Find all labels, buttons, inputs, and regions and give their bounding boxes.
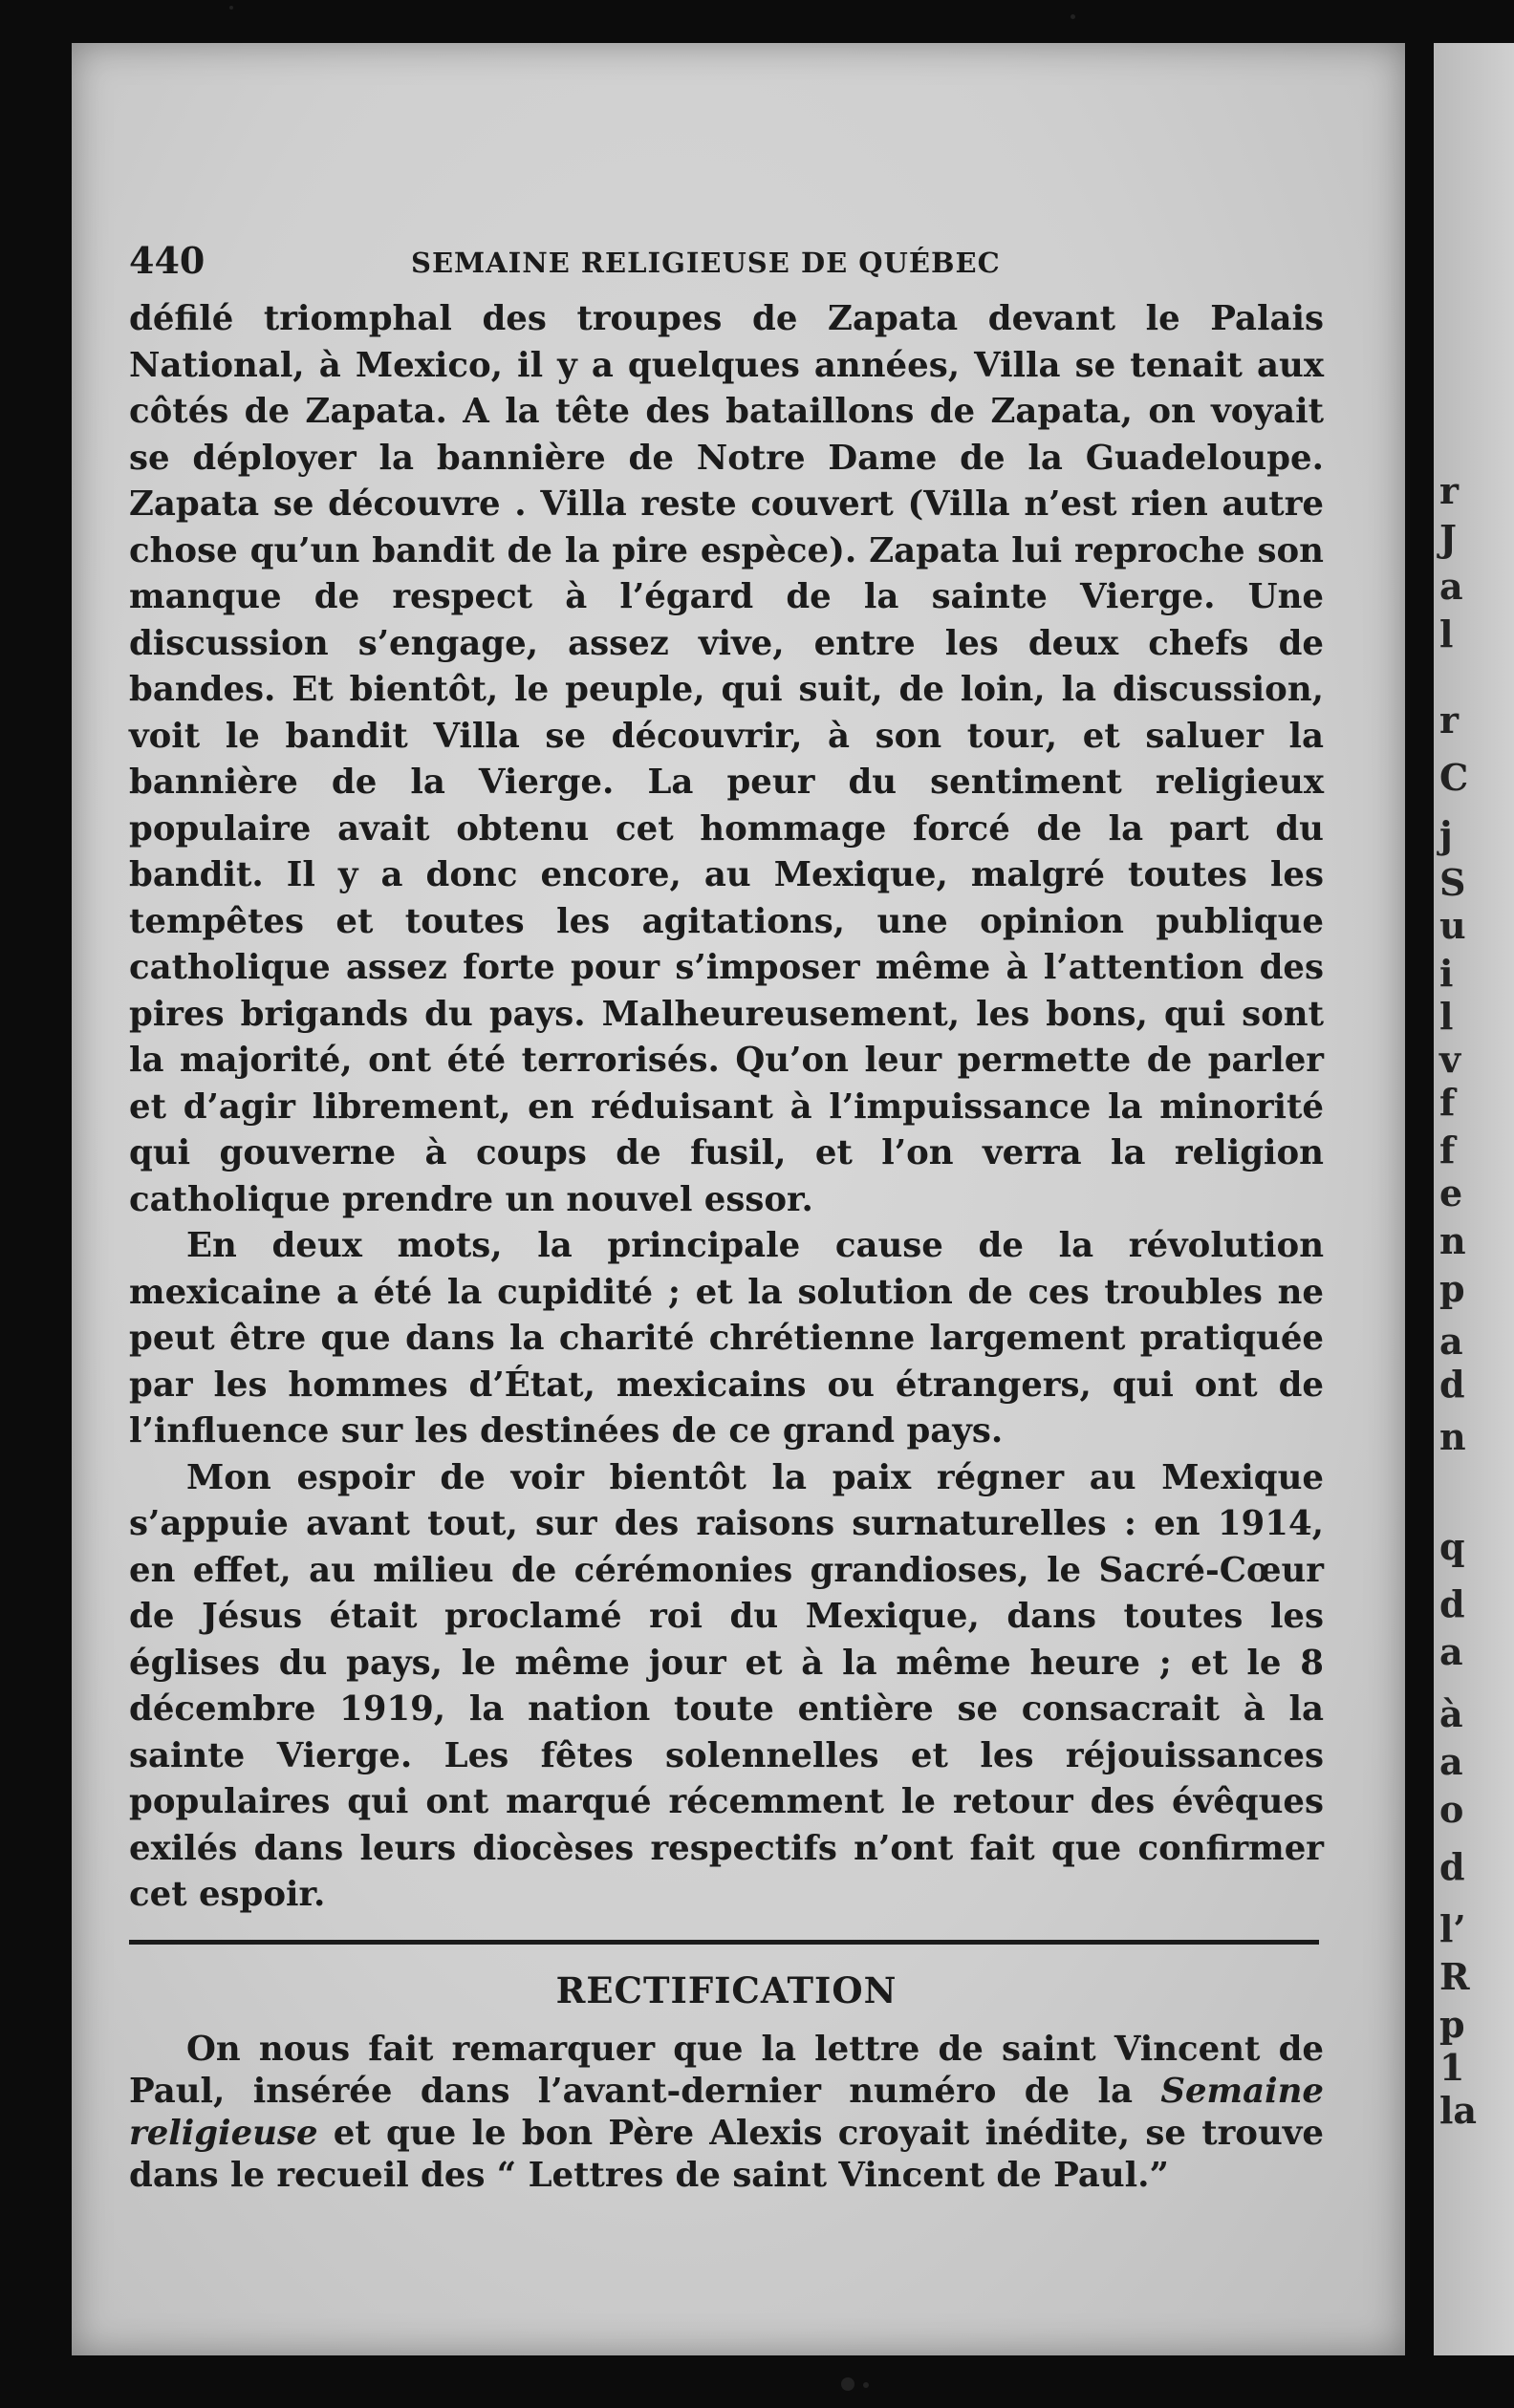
rectification-text-start: On nous fait remarquer que la lettre de saint Vincent de Paul, insérée dans l’avant-dernier numéro de la — [129, 2029, 1324, 2111]
page-content — [129, 239, 1324, 2197]
facing-page-fragment: r — [1439, 699, 1460, 742]
page-number: 440 — [129, 239, 205, 282]
running-title: SEMAINE RELIGIEUSE DE QUÉBEC — [411, 247, 1001, 279]
publication-title: Semaine religieuse — [129, 2071, 1324, 2153]
facing-page-fragment: n — [1439, 1219, 1466, 1262]
rectification-heading: RECTIFICATION — [555, 1968, 898, 2011]
facing-page-fragment: l — [1439, 613, 1454, 656]
facing-page-fragment: l — [1439, 995, 1454, 1038]
rectification-text-end: et que le bon Père Alexis croyait inédite, se trouve dans le recueil des “ Lettres de saint Vincent de Paul.” — [129, 2113, 1324, 2195]
facing-page-fragment: J — [1439, 517, 1457, 560]
facing-page-fragment: S — [1439, 861, 1466, 904]
facing-page-fragment: d — [1439, 1363, 1465, 1406]
scan-speck — [841, 2377, 854, 2391]
facing-page-edge — [1434, 43, 1514, 2355]
facing-page-fragment: i — [1439, 952, 1454, 995]
rectification-paragraph — [129, 2029, 1324, 2197]
facing-page-fragment: à — [1439, 1692, 1463, 1735]
facing-page-fragment: e — [1439, 1172, 1463, 1215]
running-head — [129, 239, 1324, 296]
facing-page-fragment: d — [1439, 1582, 1465, 1625]
body-paragraph-1: défilé triomphal des troupes de Zapata devant le Palais National, à Mexico, il y a quelques années, Villa se tenait aux côtés de Zapata. A la tête des bataillons de Zapata, on voyait se déployer la bannière de Notre Dame de la Guadeloupe. Zapata se découvre . Villa reste couvert (Villa n’est rien autre chose qu’un bandit de la pire espèce). Zapata lui reproche son manque de respect à l’égard de la sainte Vierge. Une discussion s’engage, assez vive, entre les deux chefs de bandes. Et bientôt, le peuple, qui suit, de loin, la discussion, voit le bandit Villa se découvrir, à son tour, et saluer la bannière de la Vierge. La peur du sentiment religieux populaire avait obtenu cet hommage forcé de la part du bandit. Il y a donc encore, au Mexique, malgré toutes les tempêtes et toutes les agitations, une opinion publique catholique assez forte pour s’imposer même à l’attention des pires brigands du pays. Malheureusement, les bons, qui sont la majorité, ont été terrorisés. Qu’on leur permette de parler et d’agir librement, en réduisant à l’impuissance la minorité qui gouverne à coups de fusil, et l’on verra la religion catholique prendre un nouvel essor. — [129, 299, 1324, 1219]
facing-page-fragment: p — [1439, 1267, 1465, 1310]
scan-speck — [863, 2382, 869, 2388]
facing-page-fragment: u — [1439, 904, 1466, 947]
facing-page-fragment: C — [1439, 756, 1469, 799]
facing-page-fragment: R — [1439, 1955, 1470, 1998]
body-paragraph-3: Mon espoir de voir bientôt la paix régner au Mexique s’appuie avant tout, sur des raisons surnaturelles : en 1914, en effet, au milieu de cérémonies grandioses, le Sacré-Cœur de Jésus était proclamé roi du Mexique, dans toutes les églises du pays, le même jour et à la même heure ; et le 8 décembre 1919, la nation toute entière se consacrait à la sainte Vierge. Les fêtes solennelles et les réjouissances populaires qui ont marqué récemment le retour des évêques exilés dans leurs diocèses respectifs n’ont fait que confirmer cet espoir. — [129, 1457, 1324, 1914]
scan-speck — [229, 6, 233, 10]
facing-page-fragment: 1 — [1439, 2046, 1465, 2089]
body-paragraph-2: En deux mots, la principale cause de la révolution mexicaine a été la cupidité ; et la solution de ces troubles ne peut être que dans la charité chrétienne largement pratiquée par les hommes d’État, mexicains ou étrangers, qui ont de l’influence sur les destinées de ce grand pays. — [129, 1226, 1324, 1451]
facing-page-fragment: r — [1439, 469, 1460, 512]
facing-page-fragment: a — [1439, 1630, 1463, 1673]
facing-page-fragment: f — [1439, 1081, 1456, 1124]
facing-page-fragment: a — [1439, 565, 1463, 608]
facing-page-fragment: n — [1439, 1415, 1466, 1458]
facing-page-fragment: l’ — [1439, 1907, 1466, 1950]
facing-page-fragment: d — [1439, 1845, 1465, 1888]
facing-page-fragment: v — [1439, 1038, 1461, 1081]
facing-page-fragment: o — [1439, 1788, 1464, 1831]
facing-page-fragment: a — [1439, 1740, 1463, 1783]
scan-speck — [1071, 14, 1075, 19]
facing-page-fragment: a — [1439, 1320, 1463, 1363]
section-divider — [129, 1940, 1319, 1945]
facing-page-fragment: q — [1439, 1525, 1465, 1568]
facing-page-fragment: j — [1439, 813, 1453, 856]
facing-page-fragment: p — [1439, 2003, 1465, 2046]
facing-page-fragment: la — [1439, 2089, 1478, 2132]
facing-page-fragment: f — [1439, 1129, 1456, 1172]
